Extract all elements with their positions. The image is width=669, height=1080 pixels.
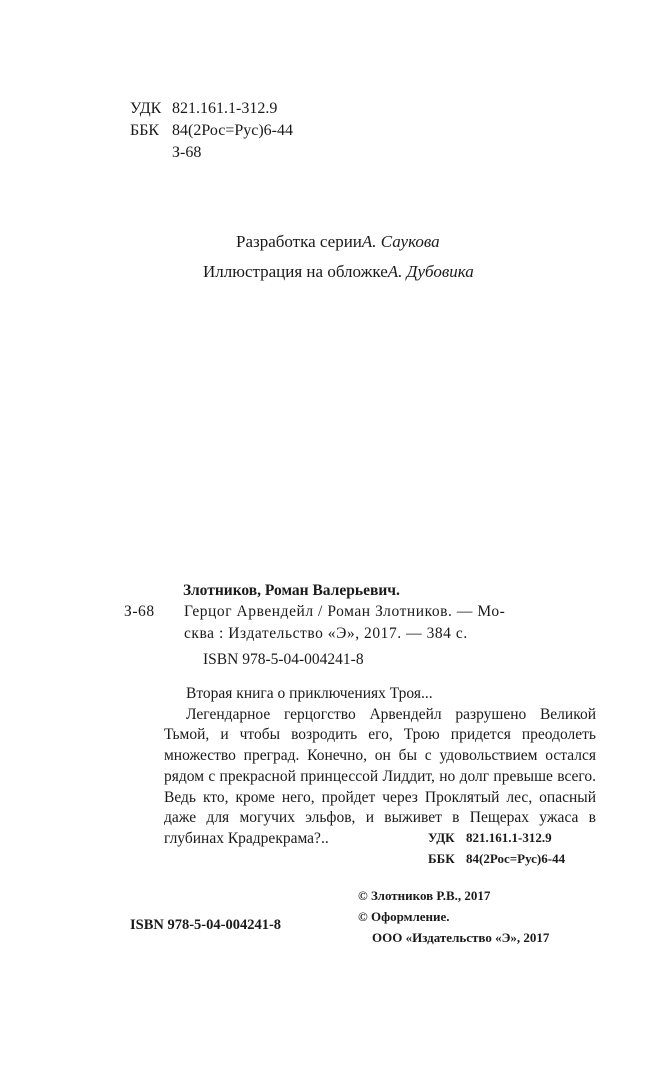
top-classification [130,98,293,164]
series-credit-label: Разработка серии [236,232,362,251]
udk-label: УДК [130,100,162,117]
copyright-block [358,885,549,948]
catalog-title-line-2 [124,623,505,645]
catalog-bbk-value: 84(2Рос=Рус)6-44 [466,851,566,866]
footer-isbn: ISBN 978-5-04-004241-8 [130,917,282,933]
author-mark-row [130,142,293,164]
catalog-code: З-68 [124,603,155,620]
catalog-title-line-1 [124,601,505,623]
udk-row [130,98,293,120]
catalog-bbk-label: ББК [428,851,455,866]
catalog-udk-label: УДК [428,830,455,845]
annotation-intro: Вторая книга о приключениях Троя... [186,685,433,702]
catalog-annotation [164,684,596,850]
copyright-publisher: ООО «Издательство «Э», 2017 [372,930,550,945]
copyright-design: © Оформление. [358,909,450,924]
catalog-classification [428,827,565,869]
bbk-label: ББК [130,122,160,139]
catalog-title-block [124,601,505,645]
bbk-row [130,120,293,142]
udk-value: 821.161.1-312.9 [172,100,278,117]
cover-credit-name: А. Дубовика [387,262,474,281]
catalog-title-text-1: Герцог Арвендейл / Роман Злотников. — Мо- [184,603,506,620]
author-mark: З-68 [172,144,202,161]
annotation-body: Легендарное герцогство Арвендейл разрушено Великой Тьмой, и чтобы возродить его, Трою придется преодолеть множество преград. Конечно, он бы с удовольствием остался рядом с прекрасной принцессой Лиддит, но долг превыше всего. Ведь кто, кроме него, пройдет через Проклятый лес, опасный даже для могучих эльфов, и выживет в Пещерах ужаса в глубинах Крадрекрама?.. [164,705,596,847]
catalog-bbk-row [428,848,565,869]
cover-credit [203,262,474,282]
catalog-udk-value: 821.161.1-312.9 [466,830,552,845]
series-credit-name: А. Саукова [361,232,440,251]
bbk-value: 84(2Рос=Рус)6-44 [172,122,294,139]
series-credit [236,232,440,252]
catalog-author: Злотников, Роман Валерьевич. [183,582,400,599]
catalog-isbn: ISBN 978-5-04-004241-8 [203,651,364,668]
catalog-udk-row [428,827,565,848]
catalog-title-text-2: сква : Издательство «Э», 2017. — 384 с. [184,625,468,642]
copyright-author: © Злотников Р.В., 2017 [358,888,491,903]
cover-credit-label: Иллюстрация на обложке [203,262,388,281]
